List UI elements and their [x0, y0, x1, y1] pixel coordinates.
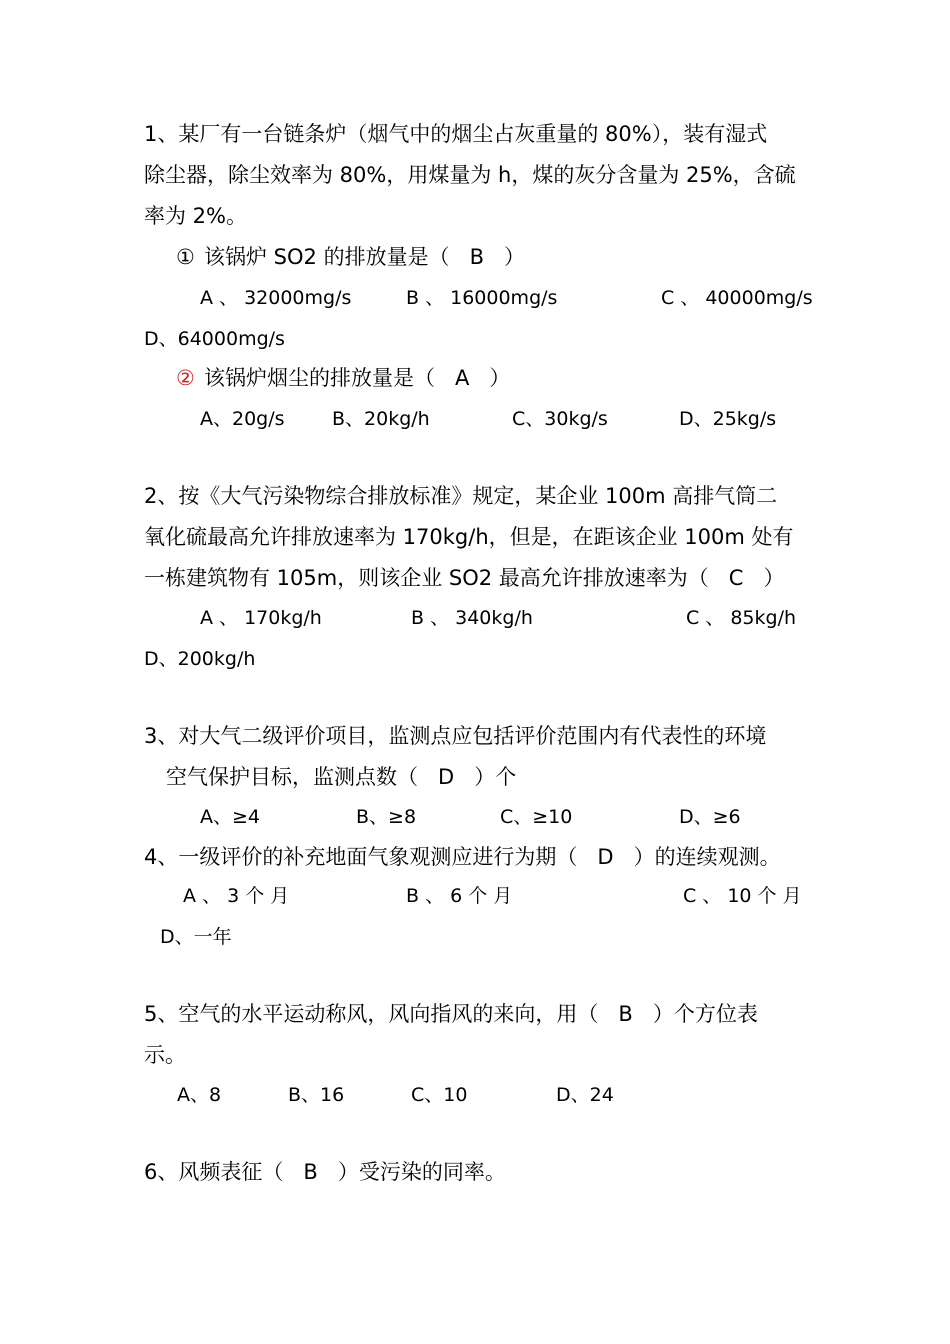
- q2-line-2: 氧化硫最高允许排放速率为 170kg/h，但是，在距该企业 100m 处有: [144, 525, 794, 549]
- q5-option-d: D、24: [556, 1084, 614, 1106]
- q1-sub2-option-a: A、20g/s: [200, 408, 285, 430]
- q3-option-d: D、≥6: [679, 806, 741, 828]
- q3-option-b: B、≥8: [356, 806, 417, 828]
- q1-sub1-stem: 该锅炉 SO2 的排放量是（ B ）: [204, 245, 526, 269]
- q4-option-b: B 、 6 个 月: [406, 885, 513, 907]
- q1-sub2-option-d: D、25kg/s: [679, 408, 777, 430]
- q5-option-a: A、8: [177, 1084, 222, 1106]
- q2-option-a: A 、 170kg/h: [200, 607, 322, 629]
- q5-line-2: 示。: [144, 1043, 186, 1067]
- q1-line-2: 除尘器，除尘效率为 80%，用煤量为 h，煤的灰分含量为 25%，含硫: [144, 163, 796, 187]
- q2-option-c: C 、 85kg/h: [686, 607, 797, 629]
- q1-sub1-option-d: D、64000mg/s: [144, 328, 285, 350]
- q1-sub1-option-b: B 、 16000mg/s: [406, 287, 558, 309]
- q2-option-b: B 、 340kg/h: [411, 607, 533, 629]
- q2-option-d: D、200kg/h: [144, 648, 256, 670]
- q4-option-a: A 、 3 个 月: [183, 885, 290, 907]
- q5-option-c: C、10: [411, 1084, 468, 1106]
- q2-line-3: 一栋建筑物有 105m，则该企业 SO2 最高允许排放速率为（ C ）: [144, 566, 785, 590]
- q1-sub2-option-b: B、20kg/h: [332, 408, 430, 430]
- q3-option-c: C、≥10: [500, 806, 573, 828]
- q1-sub2-option-c: C、30kg/s: [512, 408, 608, 430]
- q4-option-c: C 、 10 个 月: [683, 885, 802, 907]
- q3-line-2: 空气保护目标，监测点数（ D ）个: [166, 765, 517, 789]
- q4-option-d: D、一年: [160, 926, 232, 948]
- q3-option-a: A、≥4: [200, 806, 261, 828]
- q2-line-1: 2、按《大气污染物综合排放标准》规定，某企业 100m 高排气筒二: [144, 484, 778, 508]
- q5-option-b: B、16: [288, 1084, 345, 1106]
- q1-sub1-marker: ①: [176, 245, 195, 269]
- q1-sub2-marker: ②: [176, 366, 195, 390]
- q1-line-1: 1、某厂有一台链条炉（烟气中的烟尘占灰重量的 80%），装有湿式: [144, 122, 768, 146]
- q1-sub1-option-a: A 、 32000mg/s: [200, 287, 352, 309]
- q1-line-3: 率为 2%。: [144, 204, 247, 228]
- q3-line-1: 3、对大气二级评价项目，监测点应包括评价范围内有代表性的环境: [144, 724, 767, 748]
- q5-line-1: 5、空气的水平运动称风，风向指风的来向，用（ B ）个方位表: [144, 1002, 758, 1026]
- q6-line-1: 6、风频表征（ B ）受污染的同率。: [144, 1160, 506, 1184]
- q1-sub2-stem: 该锅炉烟尘的排放量是（ A ）: [204, 366, 511, 390]
- q4-line-1: 4、一级评价的补充地面气象观测应进行为期（ D ）的连续观测。: [144, 845, 781, 869]
- q1-sub1-option-c: C 、 40000mg/s: [661, 287, 813, 309]
